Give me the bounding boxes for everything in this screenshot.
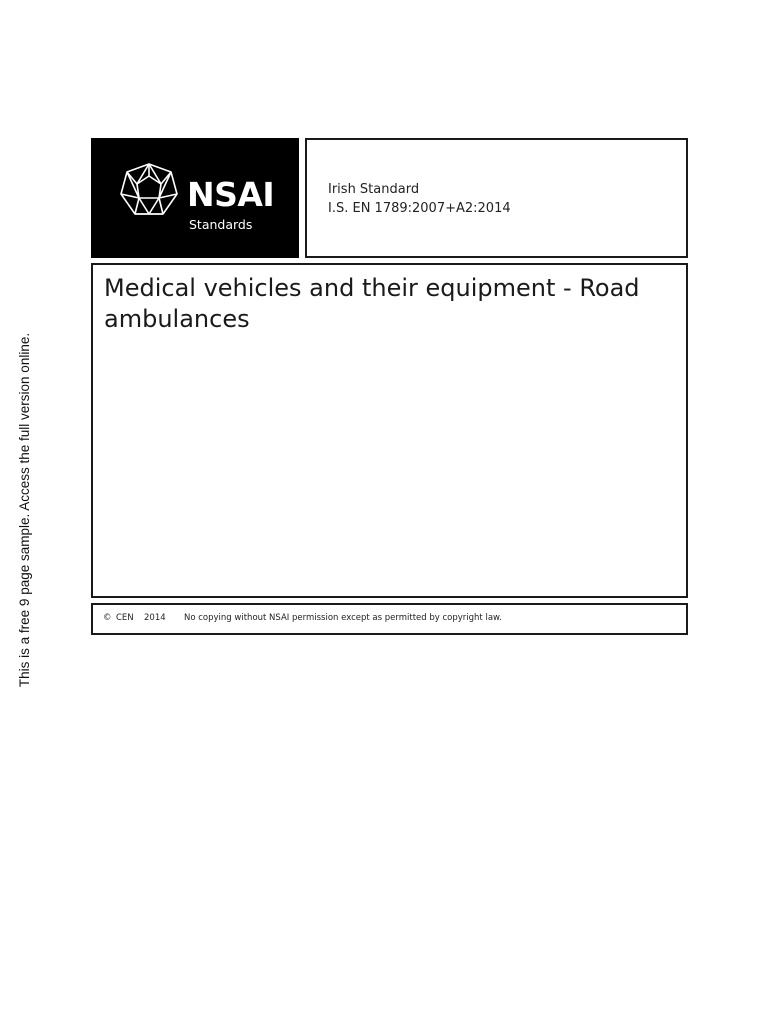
nsai-logo — [91, 138, 299, 258]
standard-number: I.S. EN 1789:2007+A2:2014 — [328, 201, 511, 216]
standard-identification-box — [305, 138, 688, 258]
polyhedron-logo-icon — [119, 162, 179, 216]
nsai-wordmark: NSAI — [187, 175, 275, 214]
document-title-box — [91, 263, 688, 598]
free-sample-notice: This is a free 9 page sample. Access the full version online. — [17, 332, 32, 688]
document-title: Medical vehicles and their equipment - Road ambulances — [104, 274, 640, 333]
copyright-box — [91, 603, 688, 635]
standard-type: Irish Standard — [328, 182, 420, 197]
copyright-symbol: © — [103, 613, 112, 623]
copyright-year: 2014 — [144, 613, 166, 623]
nsai-subtitle: Standards — [189, 217, 253, 232]
copyright-holder: CEN — [116, 613, 134, 623]
copyright-notice: No copying without NSAI permission except as permitted by copyright law. — [184, 613, 502, 623]
